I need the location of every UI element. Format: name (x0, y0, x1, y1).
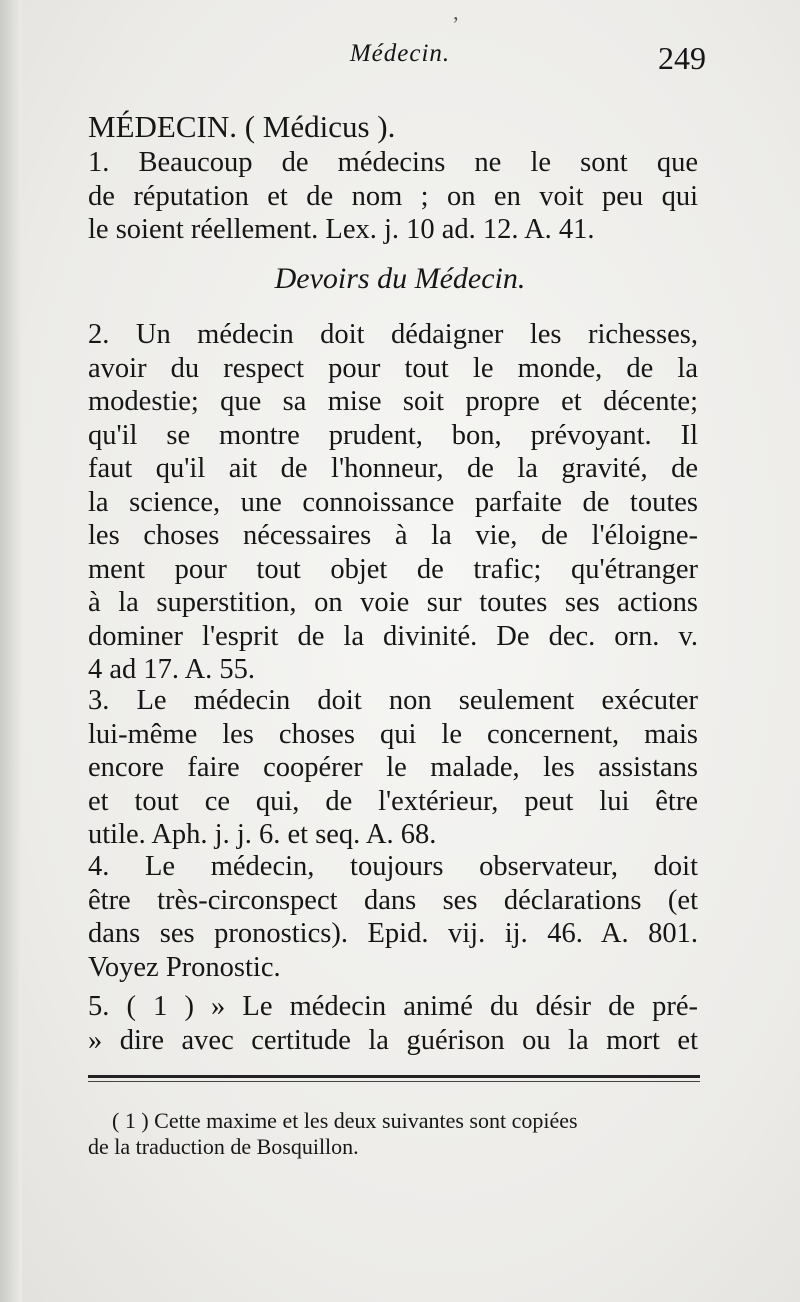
paragraph-line: de réputation et de nom ; on en voit peu qui (88, 180, 698, 212)
paragraph-line: 3. Le médecin doit non seulement exécuter (88, 685, 698, 716)
paragraph-line: les choses nécessaires à la vie, de l'éloigne- (88, 520, 698, 551)
footnote-line: de la traduction de Bosquillon. (88, 1134, 359, 1159)
page-number: 249 (658, 40, 706, 76)
paragraph-line: la science, une connoissance parfaite de toutes (88, 486, 698, 518)
paragraph-3 (88, 684, 698, 852)
paragraph-4 (88, 850, 698, 984)
paragraph-2 (88, 318, 698, 687)
paragraph-line: 5. ( 1 ) » Le médecin animé du désir de pré- (88, 991, 698, 1022)
footnote-rule-thin (88, 1081, 700, 1082)
paragraph-line: être très-circonspect dans ses déclarations (et (88, 884, 698, 916)
running-title: Médecin. (349, 40, 451, 67)
ink-mark: ʼ (452, 12, 460, 37)
paragraph-line: qu'il se montre prudent, bon, prévoyant. Il (88, 419, 698, 451)
paragraph-line: avoir du respect pour tout le monde, de la (88, 352, 698, 384)
paragraph-line: faut qu'il ait de l'honneur, de la gravité, de (88, 453, 698, 484)
footnote-line: ( 1 ) Cette maxime et les deux suivantes sont copiées (112, 1108, 578, 1133)
paragraph-line: à la superstition, on voie sur toutes ses actions (88, 587, 698, 618)
paragraph-line: 4 ad 17. A. 55. (88, 654, 256, 685)
section-title: Devoirs du Médecin. (274, 262, 526, 295)
paragraph-line: 1. Beaucoup de médecins ne le sont que (88, 147, 698, 178)
entry-headword: MÉDECIN. ( Médicus ). (88, 109, 396, 144)
paragraph-1 (88, 146, 698, 247)
paragraph-line: dominer l'esprit de la divinité. De dec. orn. v. (88, 620, 698, 652)
paragraph-line: le soient réellement. Lex. j. 10 ad. 12. A. 41. (88, 214, 595, 245)
paragraph-line: 2. Un médecin doit dédaigner les richesses, (88, 319, 698, 350)
paragraph-line: lui-même les choses qui le concernent, mais (88, 718, 698, 750)
paragraph-line: ment pour tout objet de trafic; qu'étranger (88, 553, 698, 585)
paragraph-line: » dire avec certitude la guérison ou la mort et (88, 1024, 698, 1056)
paragraph-line: encore faire coopérer le malade, les assistans (88, 752, 698, 783)
page-gutter-shadow (0, 0, 22, 1302)
paragraph-line: modestie; que sa mise soit propre et décente; (88, 386, 698, 417)
paragraph-5 (88, 990, 698, 1057)
footnote-rule (88, 1075, 700, 1078)
paragraph-line: Voyez Pronostic. (88, 951, 281, 983)
paragraph-line: utile. Aph. j. j. 6. et seq. A. 68. (88, 819, 437, 850)
paragraph-line: 4. Le médecin, toujours observateur, doit (88, 851, 698, 882)
paragraph-line: dans ses pronostics). Epid. vij. ij. 46. A. 801. (88, 918, 698, 949)
paragraph-line: et tout ce qui, de l'extérieur, peut lui être (88, 785, 698, 817)
